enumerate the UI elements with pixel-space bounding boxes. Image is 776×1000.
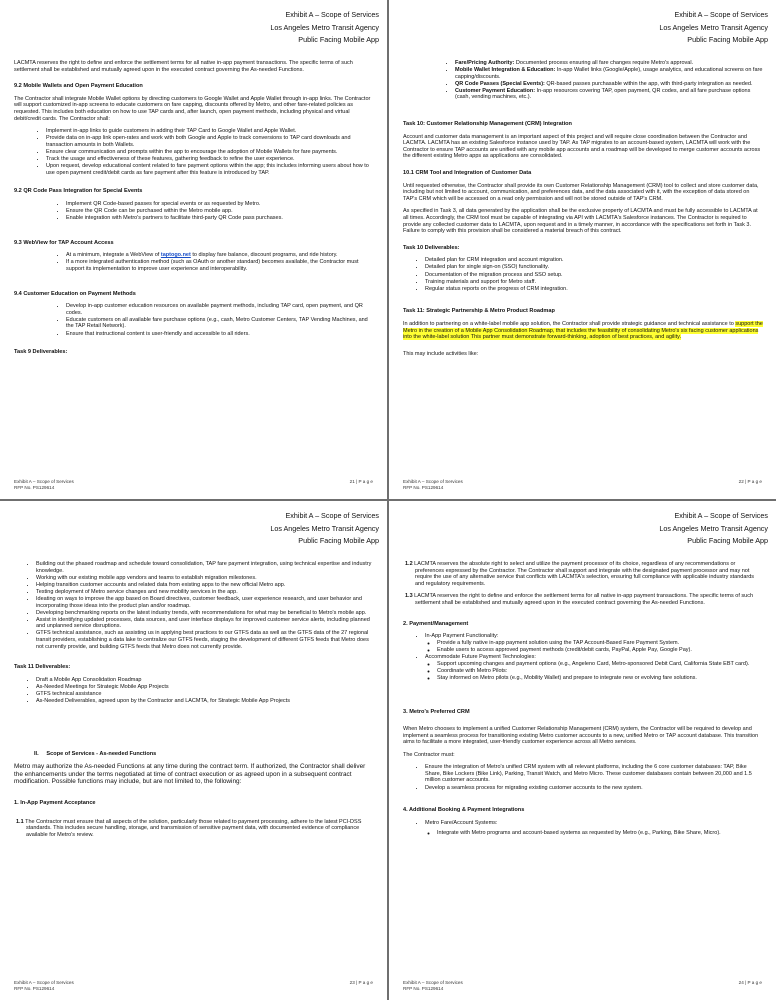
list-item: • As-Needed Meetings for Strategic Mobile App Projects bbox=[36, 684, 375, 691]
list-item: • Testing deployment of Metro service changes and new mobility services in the app. bbox=[36, 589, 375, 596]
list-item-text: In-app resources covering TAP, open payment, QR codes, and all fare purchase options (cash, vending machines, etc.). bbox=[455, 87, 751, 101]
page-number-label: | P a g e bbox=[356, 980, 373, 985]
sub-list-item: ◦ Support upcoming changes and payment options (e.g., Angeleno Card, Metro-sponsored Debit Card, California State EBT card). bbox=[437, 661, 764, 668]
page-number-value: 21 bbox=[349, 479, 355, 484]
bullet-list bbox=[403, 820, 764, 837]
list-item: • Ensure clear communication and prompts within the app to encourage the adoption of Mobile Wallets for fare payments. bbox=[46, 149, 375, 156]
paragraph: This may include activities like: bbox=[403, 350, 479, 357]
list-item: • Implement QR Code-based passes for special events or as requested by Metro. bbox=[66, 201, 375, 208]
page-header bbox=[659, 510, 768, 548]
header-exhibit: Exhibit A – Scope of Services bbox=[285, 511, 379, 520]
page-number-label: | P a g e bbox=[745, 479, 762, 484]
list-item: • Ensure that instructional content is user-friendly and accessible to all riders. bbox=[66, 331, 375, 338]
list-item bbox=[425, 654, 764, 681]
section-heading: 4. Additional Booking & Payment Integrations bbox=[403, 807, 525, 814]
page-number bbox=[739, 980, 762, 986]
numbered-paragraph bbox=[403, 593, 764, 606]
clause-number: 1.3 bbox=[405, 593, 413, 600]
bullet-list bbox=[14, 252, 375, 272]
paragraph: As specified in Task 3, all data generated by the application shall be the exclusive property of LACMTA and must be fully accessible to LACMTA at all times. Accordingly, the CRM tool must be capable of integrating via API with LACMTA's Salesforce instances. The Contractor is required to provide any collected customer data to LACMTA, upon request and in a timely manner, in accordance with the specifications set forth in Task 3. Failure to comply with this provision shall be considered a material breach of this contract. bbox=[403, 208, 758, 235]
list-item: • Draft a Mobile App Consolidation Roadmap bbox=[36, 677, 375, 684]
list-item bbox=[455, 60, 764, 67]
list-item bbox=[455, 67, 764, 80]
bullet-list bbox=[403, 764, 764, 791]
page-body bbox=[403, 60, 764, 363]
list-item bbox=[66, 252, 375, 259]
list-item-text: Metro Fare/Account Systems: bbox=[425, 819, 498, 826]
page-number-value: 24 bbox=[738, 980, 744, 985]
section-heading: 9.4 Customer Education on Payment Methods bbox=[14, 290, 136, 297]
paragraph-text: LACMTA reserves the right to define and enforce the settlement terms for all native in-app payment transactions. The specific terms of such settlement shall be established and mutually agreed upon in the executed contract governing the As-needed Functions. bbox=[412, 593, 754, 606]
paragraph: LACMTA reserves the right to define and enforce the settlement terms for all native in-app payment transactions. The specific terms of such settlement shall be established and mutually agreed upon in the executed contract governing the As-needed Functions. bbox=[14, 60, 353, 73]
page-body bbox=[14, 561, 375, 844]
numbered-paragraph bbox=[14, 819, 375, 839]
page-header bbox=[270, 510, 379, 548]
list-item: • Ideating on ways to improve the app based on Board directives, customer feedback, user experience research, and user behavior and incorporating those ideas into the product plan and/or roadmap. bbox=[36, 596, 375, 609]
document-page-24 bbox=[389, 501, 776, 1000]
list-item-text: QR-based passes purchasable within the app, with third-party integration as needed. bbox=[544, 80, 753, 87]
list-item: • Develop a seamless process for migrating existing customer accounts to the new system. bbox=[425, 785, 764, 792]
highlighted-text: support the Metro in the creation of a Mobile App Consolidation Roadmap, that includes the feasibility of consolidating Metro's six facing customer applications into the white-label solution This partner must demonstrate forward-thinking, adoption of best practices, and agility. bbox=[403, 320, 763, 341]
header-project: Public Facing Mobile App bbox=[687, 35, 768, 44]
header-exhibit: Exhibit A – Scope of Services bbox=[674, 511, 768, 520]
list-item: • Ensure the QR Code can be purchased within the Metro mobile app. bbox=[66, 208, 375, 215]
list-item bbox=[455, 88, 764, 101]
list-item: • Ensure the integration of Metro's unified CRM system with all relevant platforms, including the 6 core customer databases: TAP, Bike Share, Bike Lockers (Bike Link), Parking, Transit Watch, and Metro Micro. These customer databases contain between 20,000 and 1.5 million customer accounts. bbox=[425, 764, 764, 784]
paragraph: The Contractor shall integrate Mobile Wallet options by directing customers to Google Wallet and Apple Wallet through in-app links. The Contractor will support customized in-app screens to educate customers on fare capping, discounts offered by Metro, and other fare-related policies as requested. This includes both education on how to use TAP cards and, after launch, open payment methods, including physical and virtual debit/credit cards. The Contractor shall: bbox=[14, 95, 371, 122]
list-item: • Detailed plan for single sign-on (SSO) functionality. bbox=[425, 264, 764, 271]
footer-rfp: RFP No. PS129614 bbox=[14, 485, 55, 490]
taptogo-link[interactable]: taptogo.net bbox=[160, 252, 191, 259]
list-item: • GTFS technical assistance bbox=[36, 691, 375, 698]
header-exhibit: Exhibit A – Scope of Services bbox=[285, 10, 379, 19]
footer-rfp: RFP No. PS129614 bbox=[14, 986, 55, 991]
paragraph: Until requested otherwise, the Contractor shall provide its own Customer Relationship Management (CRM) tool to collect and store customer data, including but not limited to account, communication, and preferences data, and the data associated with it, with the exception of data stored on TAP's CRM which will be accessed on a read only permission and will not be stored outside of TAP's CRM. bbox=[403, 182, 759, 202]
paragraph-text: LACMTA reserves the absolute right to select and utilize the payment processor of its choice, regardless of any recommendations or preferences expressed by the Contractor. The Contractor shall support and integrate with the designated payment processor and may not require the use of any alternative service that conflicts with LACMTA's selection, ensuring full compliance with applicable industry standards and regulatory requirements. bbox=[412, 561, 755, 587]
list-item: • Documentation of the migration process and SSO setup. bbox=[425, 272, 764, 279]
header-agency: Los Angeles Metro Transit Agency bbox=[270, 22, 379, 32]
header-agency: Los Angeles Metro Transit Agency bbox=[270, 523, 379, 533]
list-item: • Detailed plan for CRM integration and account migration. bbox=[425, 257, 764, 264]
paragraph bbox=[403, 321, 764, 341]
bullet-list bbox=[14, 201, 375, 222]
list-item: • Training materials and support for Metro staff. bbox=[425, 279, 764, 286]
section-heading: 3. Metro's Preferred CRM bbox=[403, 709, 470, 716]
header-agency: Los Angeles Metro Transit Agency bbox=[659, 22, 768, 32]
page-number-value: 22 bbox=[738, 479, 744, 484]
clause-number: 1.1 bbox=[16, 818, 24, 825]
section-heading: Task 11 Deliverables: bbox=[14, 664, 71, 671]
sub-list-item: ◦ Enable users to access approved payment methods (credit/debit cards, PayPal, Apple Pay, Google Pay). bbox=[437, 647, 764, 654]
list-item: • Enable integration with Metro's partners to facilitate third-party QR Code pass purchases. bbox=[66, 215, 375, 222]
section-heading: II. Scope of Services - As-needed Functions bbox=[34, 750, 157, 757]
section-heading: 1. In-App Payment Acceptance bbox=[14, 800, 96, 807]
list-item-term: Fare/Pricing Authority: bbox=[455, 60, 515, 66]
bullet-list bbox=[403, 633, 764, 681]
list-item: • GTFS technical assistance, such as assisting us in applying best practices to our GTFS data as well as the GTFS data of the 27 regional transit providers, establishing a data lake to centralize our GTFS feeds, staging the development of different GTFS feeds that Metro does not currently provide, and building GTFS feeds that Metro does not currently provide. bbox=[36, 630, 375, 650]
list-item-text: to display fare balance, discount programs, and ride history. bbox=[190, 252, 338, 259]
list-item-text: Accommodate Future Payment Technologies: bbox=[425, 653, 536, 660]
sub-list-item: ◦ Integrate with Metro programs and account-based systems as requested by Metro (e.g., Parking, Bike Share, Micro). bbox=[437, 830, 764, 837]
page-number bbox=[350, 479, 373, 485]
page-number bbox=[739, 479, 762, 485]
numbered-paragraph bbox=[403, 561, 764, 587]
header-project: Public Facing Mobile App bbox=[298, 536, 379, 545]
sub-list bbox=[425, 640, 764, 654]
header-project: Public Facing Mobile App bbox=[298, 35, 379, 44]
list-item: • Provide data on in-app link open-rates and work with both Google and Apple to track conversions to TAP card downloads and transaction amounts in both Wallets. bbox=[46, 135, 375, 148]
list-item-text: In-app Wallet links (Google/Apple), usage analytics, and educational screens on fare capping/discounts. bbox=[455, 67, 763, 80]
section-heading: 10.1 CRM Tool and Integration of Customer Data bbox=[403, 170, 532, 177]
document-page-23 bbox=[0, 501, 387, 1000]
page-number-label: | P a g e bbox=[356, 479, 373, 484]
list-item: • Educate customers on all available fare purchase options (e.g., cash, Metro Customer Centers, TAP Vending Machines, and the TAP Retail Network). bbox=[66, 317, 375, 330]
list-item: • Assist in identifying updated processes, data sources, and user interface displays for improved customer service alerts, including planned and unplanned service disruptions. bbox=[36, 617, 375, 630]
list-item: • Implement in-app links to guide customers in adding their TAP Card to Google Wallet and Apple Wallet. bbox=[46, 128, 375, 135]
list-item: • Regular status reports on the progress of CRM integration. bbox=[425, 286, 764, 293]
footer-rfp: RFP No. PS129614 bbox=[403, 485, 444, 490]
sub-list-item: ◦ Coordinate with Metro Pilots: bbox=[437, 668, 764, 675]
list-item-text: Documented process ensuring all fare changes require Metro's approval. bbox=[514, 60, 694, 66]
page-number-label: | P a g e bbox=[745, 980, 762, 985]
sub-list-item: ◦ Provide a fully native in-app payment solution using the TAP Account-Based Fare Payment System. bbox=[437, 640, 764, 647]
bullet-list bbox=[403, 257, 764, 292]
page-body bbox=[14, 60, 375, 362]
page-footer bbox=[403, 980, 762, 992]
sub-list bbox=[425, 661, 764, 682]
list-item: • Helping transition customer accounts and related data from existing apps to the new official Metro app. bbox=[36, 582, 375, 589]
bullet-list bbox=[14, 561, 375, 650]
page-footer bbox=[14, 980, 373, 992]
document-page-22 bbox=[389, 0, 776, 499]
list-item-term: Customer Payment Education: bbox=[455, 87, 536, 94]
page-header bbox=[659, 9, 768, 47]
section-heading: Task 10: Customer Relationship Management (CRM) Integration bbox=[403, 121, 572, 128]
list-item-text: In-App Payment Functionality: bbox=[425, 633, 499, 640]
bullet-list bbox=[14, 128, 375, 176]
section-heading: 9.3 WebView for TAP Account Access bbox=[14, 239, 114, 246]
footer-exhibit: Exhibit A – Scope of Services bbox=[403, 479, 463, 484]
page-number bbox=[350, 980, 373, 986]
header-exhibit: Exhibit A – Scope of Services bbox=[674, 10, 768, 19]
document-page-21 bbox=[0, 0, 387, 499]
paragraph-text: The Contractor must ensure that all aspects of the solution, particularly those related to payment processing, adhere to the latest PCI-DSS standards. This includes secure handling, storage, and transmission of sensitive payment data, with documented evidence of compliance available for Metro's review. bbox=[23, 818, 362, 838]
paragraph-text: In addition to partnering on a white-label mobile app solution, the Contractor shall provide strategic guidance and technical assistance to bbox=[403, 320, 736, 327]
page-header bbox=[270, 9, 379, 47]
paragraph: When Metro chooses to implement a unified Customer Relationship Management (CRM) system, the Contractor will be required to develop and implement a seamless process for transitioning existing Metro customer accounts to a new, unified Metro or TAP account database. This transition aims to facilitate a more integrated, user-friendly customer experience across all Metro services. bbox=[403, 725, 759, 746]
list-item-text: At a minimum, integrate a WebView of bbox=[66, 252, 161, 259]
header-agency: Los Angeles Metro Transit Agency bbox=[659, 523, 768, 533]
list-item-term: QR Code Passes (Special Events): bbox=[455, 80, 545, 87]
list-item bbox=[425, 820, 764, 837]
section-heading: Task 9 Deliverables: bbox=[14, 349, 68, 356]
paragraph: Account and customer data management is an important aspect of this project and will require close coordination between the Contractor and LACMTA. LACMTA has an existing Salesforce instance used by TAP. As TAP migrates to an account-based system, LACMTA will work with the Contractor to ensure TAP accounts are unified with any mobile app accounts and a roadmap will be developed to merge customer accounts across the different existing Metro apps as applications are consolidated. bbox=[403, 133, 761, 160]
page-number-value: 23 bbox=[349, 980, 355, 985]
page-footer bbox=[14, 479, 373, 491]
bullet-list bbox=[14, 677, 375, 705]
section-heading: 9.2 Mobile Wallets and Open Payment Education bbox=[14, 83, 143, 90]
header-project: Public Facing Mobile App bbox=[687, 536, 768, 545]
section-heading: 9.2 QR Code Pass Integration for Special Events bbox=[14, 188, 143, 195]
footer-exhibit: Exhibit A – Scope of Services bbox=[14, 980, 74, 985]
list-item: • Track the usage and effectiveness of these features, gathering feedback to refine the user experience. bbox=[46, 156, 375, 163]
list-item bbox=[455, 81, 764, 88]
sub-list bbox=[425, 830, 764, 837]
list-item: • Develop in-app customer education resources on available payment methods, including TAP card, open payment, and QR codes. bbox=[66, 303, 375, 316]
list-item: • Developing benchmarking reports on the latest industry trends, with recommendations for what may be beneficial to Metro's mobile app. bbox=[36, 610, 375, 617]
bullet-list bbox=[14, 303, 375, 337]
paragraph: The Contractor must: bbox=[403, 751, 455, 758]
list-item-term: Mobile Wallet Integration & Education: bbox=[455, 67, 556, 74]
list-item: • Working with our existing mobile app vendors and teams to establish migration milestones. bbox=[36, 575, 375, 582]
page-footer bbox=[403, 479, 762, 491]
section-heading: Task 11: Strategic Partnership & Metro Product Roadmap bbox=[403, 308, 555, 315]
list-item: • Upon request, develop educational content related to fare payment options within the app; this includes informing users about how to use open payment credit/debit cards as fare payment after this feature is introduced by TAP. bbox=[46, 163, 375, 176]
footer-exhibit: Exhibit A – Scope of Services bbox=[403, 980, 463, 985]
list-item bbox=[425, 633, 764, 653]
section-heading: 2. Payment/Management bbox=[403, 620, 469, 627]
paragraph: Metro may authorize the As-needed Functions at any time during the contract term. If authorized, the Contractor shall deliver the enhancements under the terms negotiated at time of contract execution or as agreed upon in a subsequent contract modification. Possible functions may include, but are not limited to, the following: bbox=[14, 763, 366, 786]
footer-exhibit: Exhibit A – Scope of Services bbox=[14, 479, 74, 484]
footer-rfp: RFP No. PS129614 bbox=[403, 986, 444, 991]
list-item: • Building out the phased roadmap and schedule toward consolidation, TAP fare payment integration, using technical expertise and industry knowledge. bbox=[36, 561, 375, 574]
list-item: • If a more integrated authentication method (such as OAuth or another standard) becomes available, the Contractor must support its implementation to improve user experience and interoperability. bbox=[66, 259, 375, 272]
sub-list-item: ◦ Stay informed on Metro pilots (e.g., Mobility Wallet) and prepare to integrate new or evolving fare solutions. bbox=[437, 675, 764, 682]
section-heading: Task 10 Deliverables: bbox=[403, 244, 460, 251]
list-item: • As-Needed Deliverables, agreed upon by the Contractor and LACMTA, for Strategic Mobile App Projects bbox=[36, 698, 375, 705]
clause-number: 1.2 bbox=[405, 561, 413, 567]
bullet-list bbox=[403, 60, 764, 101]
page-body bbox=[403, 561, 764, 843]
